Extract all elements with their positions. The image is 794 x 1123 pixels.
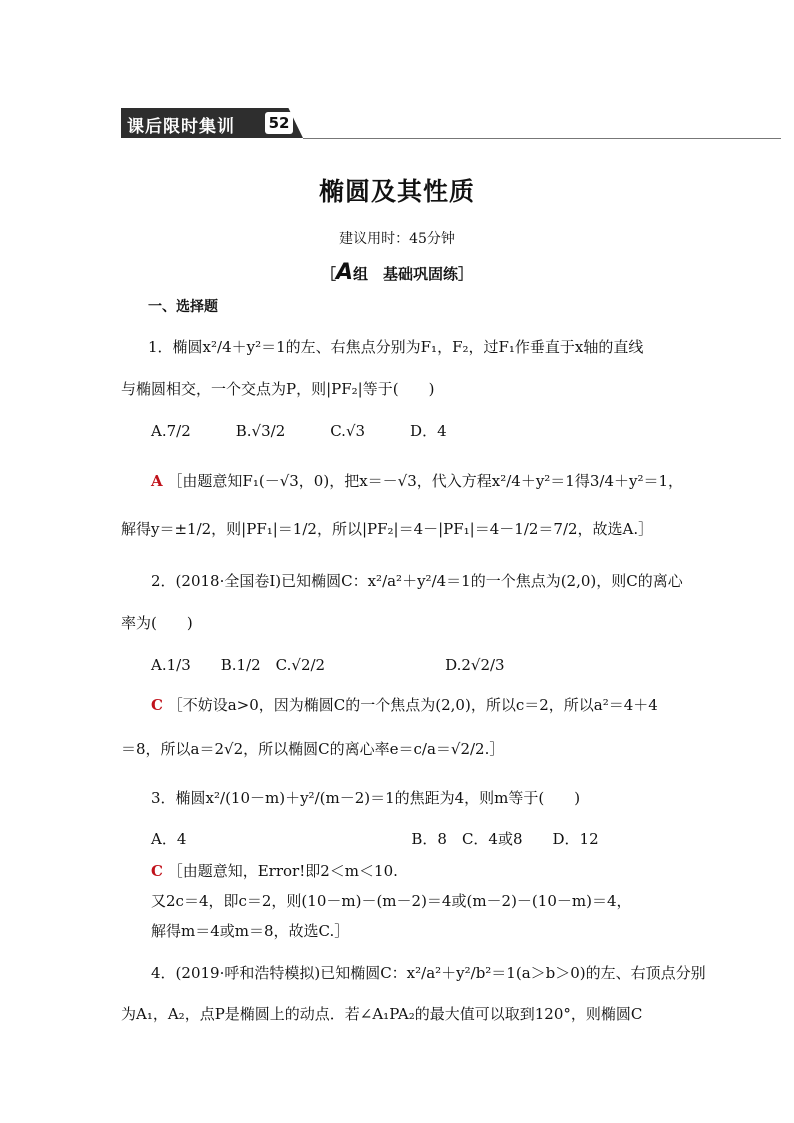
- group-letter: A: [335, 260, 353, 285]
- text-line: ＝8，所以a＝2√2，所以椭圆C的离心率e＝c/a＝√2/2.］: [121, 740, 505, 758]
- answer-line: [151, 860, 398, 881]
- bracket-open: ［: [320, 265, 336, 283]
- text-line: 3．椭圆x²/(10－m)＋y²/(m－2)＝1的焦距为4，则m等于( ): [151, 789, 581, 807]
- section-heading: 一、选择题: [148, 299, 218, 315]
- answer-letter: A: [151, 472, 163, 490]
- time-note: 建议用时：45分钟: [339, 231, 455, 247]
- text-line: 为A₁，A₂，点P是椭圆上的动点．若∠A₁PA₂的最大值可以取到120°，则椭圆C: [121, 1005, 643, 1023]
- text-line: 4．(2019·呼和浩特模拟)已知椭圆C：x²/a²＋y²/b²＝1(a＞b＞0)的左、右顶点分别: [151, 964, 706, 982]
- bracket-close: ］: [458, 265, 474, 283]
- page-title: 椭圆及其性质: [318, 177, 475, 206]
- answer-text: ［不妨设a>0，因为椭圆C的一个焦点为(2,0)，所以c＝2，所以a²＝4＋4: [167, 696, 658, 714]
- text-line: 率为( ): [121, 614, 193, 632]
- text-line: 又2c＝4，即c＝2，则(10－m)－(m－2)＝4或(m－2)－(10－m)＝4，: [151, 892, 632, 910]
- banner-label: 课后限时集训: [127, 117, 235, 137]
- answer-letter: C: [151, 696, 163, 714]
- options-line: A.1/3 B.1/2 C.√2/2 D.2√2/3: [151, 656, 505, 674]
- answer-text: ［由题意知，Error!即2＜m＜10.: [167, 862, 398, 880]
- answer-letter: C: [151, 862, 163, 880]
- text-line: 与椭圆相交，一个交点为P，则|PF₂|等于( ): [121, 380, 435, 398]
- answer-line: [151, 694, 658, 715]
- group-label: 组 基础巩固练: [353, 265, 459, 283]
- divider: [303, 138, 781, 139]
- text-line: 解得m＝4或m＝8，故选C.］: [151, 922, 350, 940]
- options-line: A．4 B．8 C．4或8 D．12: [151, 830, 599, 848]
- answer-text: ［由题意知F₁(－√3，0)，把x＝－√3，代入方程x²/4＋y²＝1得3/4＋y²＝1，: [167, 472, 684, 490]
- options-line: A.7/2 B.√3/2 C.√3 D．4: [151, 422, 447, 440]
- text-line: 解得y＝±1/2，则|PF₁|＝1/2，所以|PF₂|＝4－|PF₁|＝4－1/2＝7/2，故选A.］: [121, 520, 654, 538]
- answer-line: [151, 470, 683, 491]
- banner-number: 52: [265, 112, 293, 134]
- group-heading: [0, 260, 794, 285]
- text-line: 1．椭圆x²/4＋y²＝1的左、右焦点分别为F₁，F₂，过F₁作垂直于x轴的直线: [148, 338, 644, 356]
- text-line: 2．(2018·全国卷Ⅰ)已知椭圆C：x²/a²＋y²/4＝1的一个焦点为(2,0)，则C的离心: [151, 572, 683, 590]
